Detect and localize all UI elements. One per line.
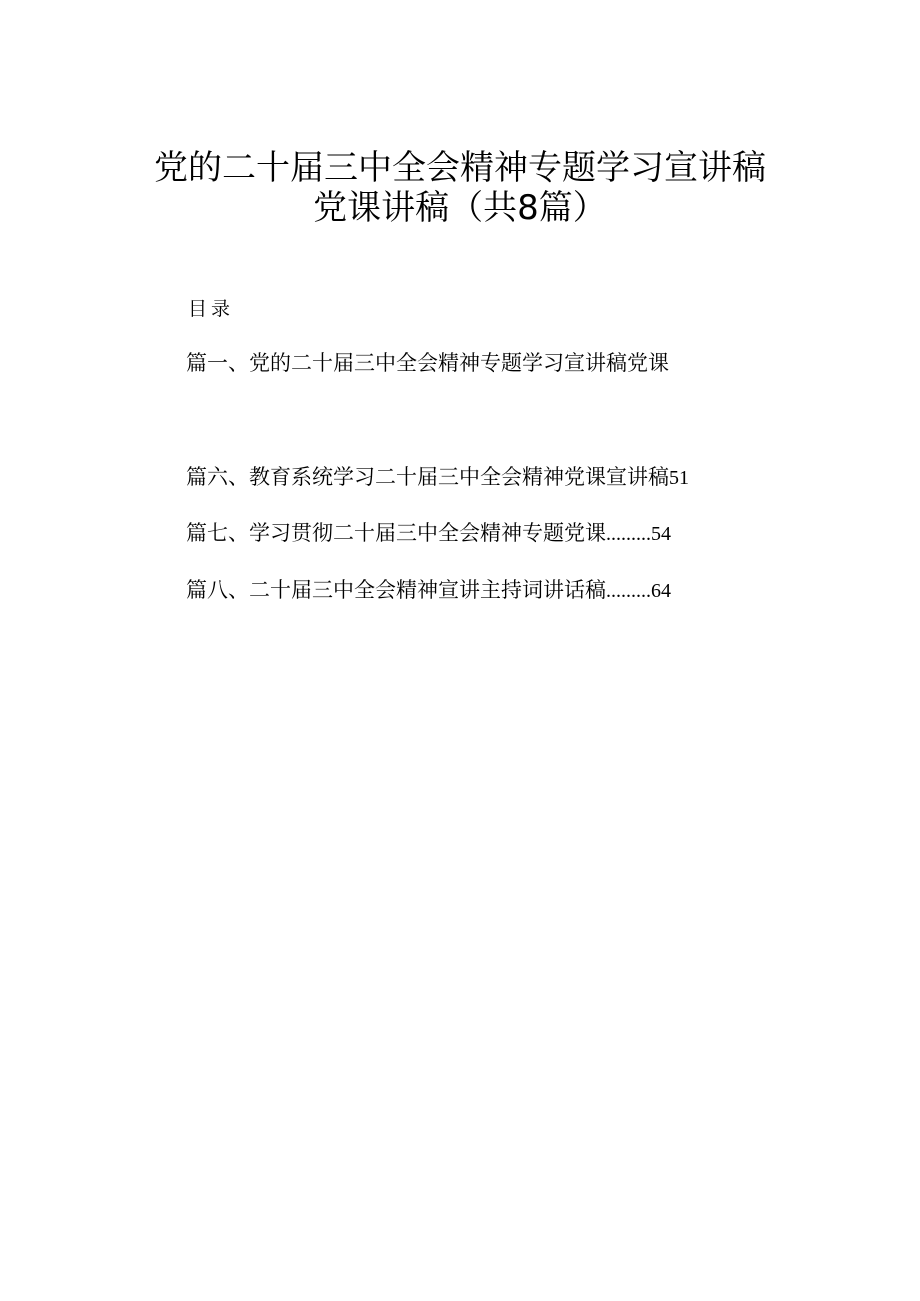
toc-entry-6[interactable] bbox=[186, 462, 689, 493]
toc-entry-1[interactable] bbox=[186, 348, 669, 379]
toc-entry-7[interactable] bbox=[186, 518, 671, 549]
toc-heading: 目录 bbox=[188, 298, 235, 320]
toc-entry-page-number: 51 bbox=[669, 467, 689, 489]
toc-entry-leader: ......... bbox=[606, 580, 651, 602]
document-title-line-1: 党的二十届三中全会精神专题学习宣讲稿 bbox=[154, 148, 766, 188]
toc-entry-leader: ......... bbox=[606, 523, 651, 545]
toc-entry-page-number: 54 bbox=[651, 523, 671, 545]
toc-entry-8[interactable] bbox=[186, 575, 671, 606]
document-title-line-2: 党课讲稿（共8篇） bbox=[313, 188, 607, 228]
toc-entry-label: 篇一、党的二十届三中全会精神专题学习宣讲稿党课 bbox=[186, 351, 669, 375]
toc-entry-label: 篇八、二十届三中全会精神宣讲主持词讲话稿 bbox=[186, 578, 606, 602]
toc-entry-page-number: 64 bbox=[651, 580, 671, 602]
toc-entry-label: 篇七、学习贯彻二十届三中全会精神专题党课 bbox=[186, 521, 606, 545]
toc-entry-label: 篇六、教育系统学习二十届三中全会精神党课宣讲稿 bbox=[186, 465, 669, 489]
